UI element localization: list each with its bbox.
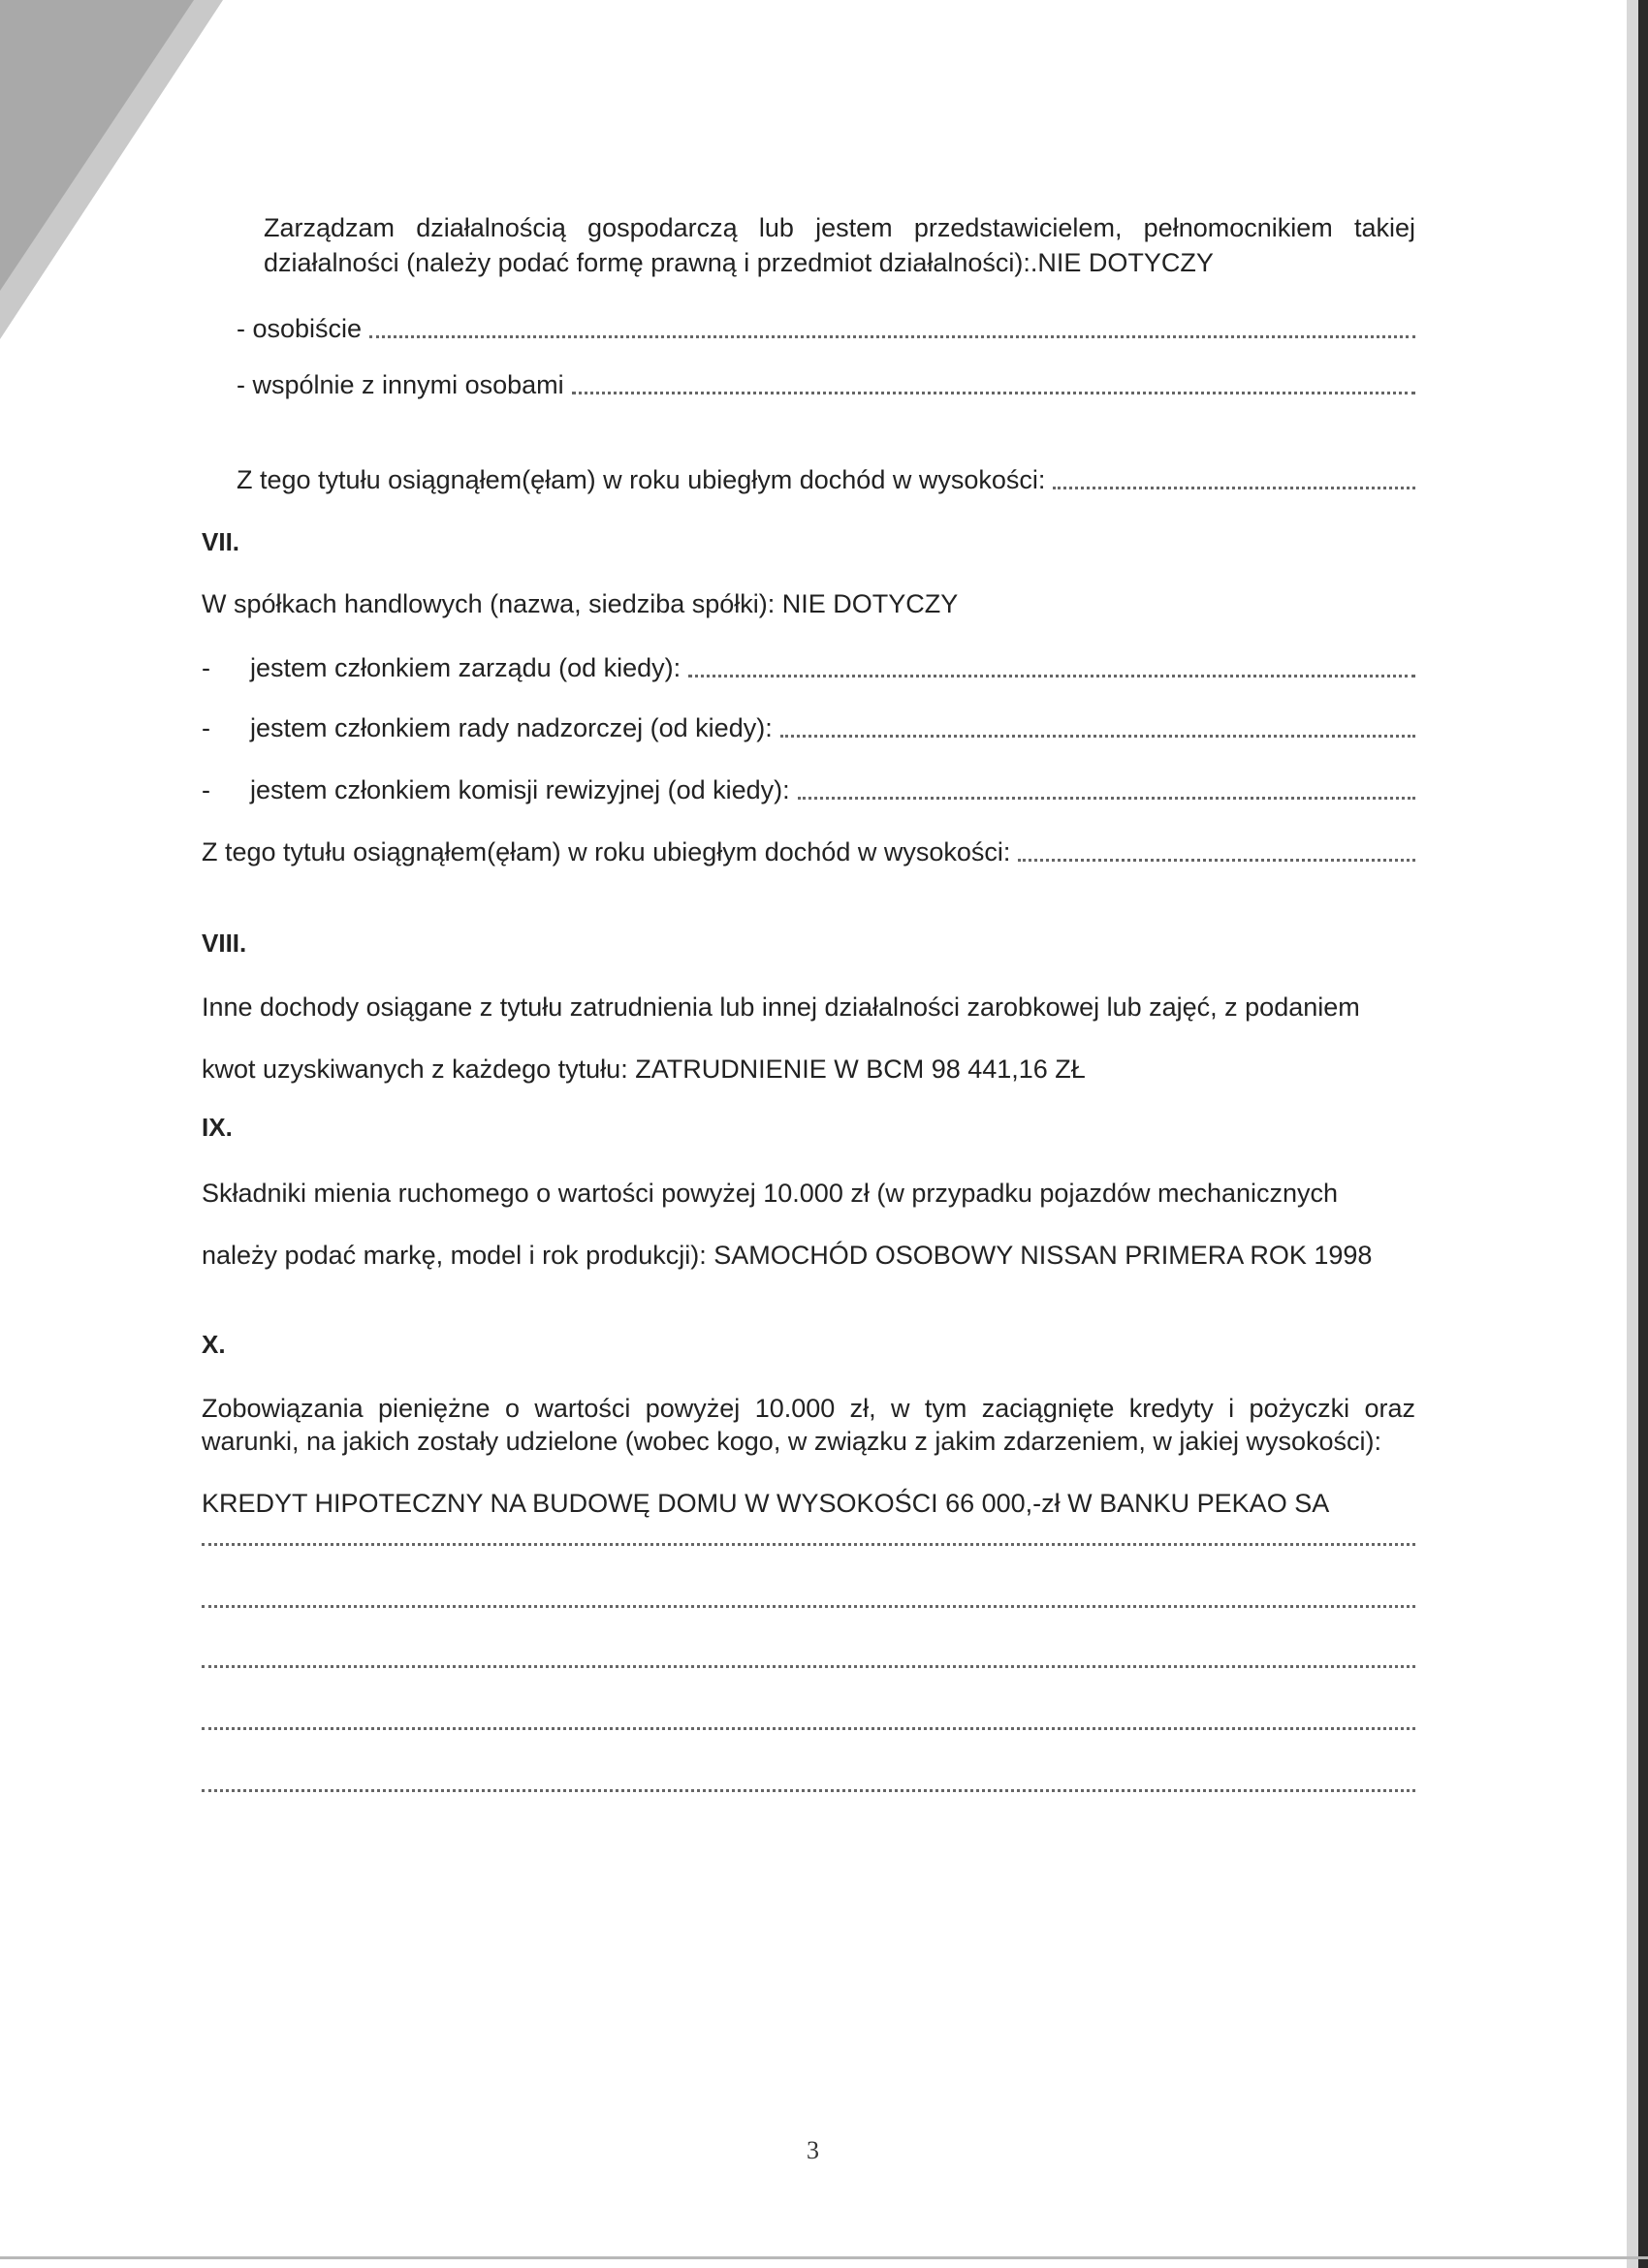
section-vii-item-dash: -: [202, 713, 210, 742]
section-ix-heading: IX.: [202, 1113, 233, 1142]
section-vi-jointly-row: [237, 368, 1415, 401]
section-vi-jointly-label: - wspólnie z innymi osobami: [237, 370, 564, 399]
section-vii-income-row: [202, 835, 1415, 868]
section-vii-item-label: jestem członkiem zarządu (od kiedy):: [250, 653, 681, 682]
section-vi-income-row: [237, 463, 1415, 496]
section-ix-line1: Składniki mienia ruchomego o wartości powyżej 10.000 zł (w przypadku pojazdów mechanicznych: [202, 1179, 1339, 1208]
section-x-fill-line: [202, 1605, 1415, 1608]
section-vi-jointly-fill-line: [572, 392, 1415, 394]
section-vi-income-fill-line: [1053, 487, 1415, 489]
section-vi-intro-line1: Zarządzam działalnością gospodarczą lub jestem przedstawicielem, pełnomocnikiem takiej: [264, 213, 1415, 242]
section-x-fill-line: [202, 1789, 1415, 1792]
scan-shadow-corner: [0, 0, 233, 349]
section-x-fill-line: [202, 1727, 1415, 1730]
section-vii-item-row: [250, 651, 1415, 684]
section-x-heading: X.: [202, 1330, 226, 1359]
section-x-fill-line: [202, 1665, 1415, 1668]
section-vi-income-label: Z tego tytułu osiągnąłem(ęłam) w roku ubiegłym dochód w wysokości:: [237, 465, 1046, 494]
scan-shadow-bottom-edge: [0, 2249, 1648, 2268]
section-x-line2: warunki, na jakich zostały udzielone (wobec kogo, w związku z jakim zdarzeniem, w jakiej wysokości):: [202, 1427, 1381, 1456]
section-vi-intro-line2: działalności (należy podać formę prawną i przedmiot działalności):.NIE DOTYCZY: [264, 248, 1214, 277]
section-vii-income-fill-line: [1018, 859, 1415, 862]
section-vii-heading: VII.: [202, 527, 240, 556]
section-viii-heading: VIII.: [202, 929, 247, 958]
section-vi-personally-label: - osobiście: [237, 314, 363, 343]
section-ix-line2: należy podać markę, model i rok produkcji): SAMOCHÓD OSOBOWY NISSAN PRIMERA ROK 1998: [202, 1241, 1373, 1270]
section-vii-item-fill-line: [688, 675, 1415, 677]
section-x-fill-line: [202, 1543, 1415, 1546]
section-vii-item-dash: -: [202, 653, 210, 682]
section-vii-intro: W spółkach handlowych (nazwa, siedziba spółki): NIE DOTYCZY: [202, 589, 959, 618]
section-vii-item-label: jestem członkiem komisji rewizyjnej (od kiedy):: [250, 775, 790, 804]
section-x-line1: Zobowiązania pieniężne o wartości powyżej 10.000 zł, w tym zaciągnięte kredyty i pożyczki oraz: [202, 1394, 1415, 1423]
page-number: 3: [807, 2136, 819, 2164]
section-viii-line2: kwot uzyskiwanych z każdego tytułu: ZATRUDNIENIE W BCM 98 441,16 ZŁ: [202, 1055, 1086, 1084]
section-vi-personally-row: [237, 312, 1415, 345]
section-vii-item-fill-line: [798, 797, 1415, 800]
section-vii-item-label: jestem członkiem rady nadzorczej (od kiedy):: [250, 713, 773, 742]
section-x-answer: KREDYT HIPOTECZNY NA BUDOWĘ DOMU W WYSOKOŚCI 66 000,-zł W BANKU PEKAO SA: [202, 1489, 1330, 1518]
section-vii-item-row: [250, 773, 1415, 806]
section-vii-item-dash: -: [202, 775, 210, 804]
section-viii-line1: Inne dochody osiągane z tytułu zatrudnienia lub innej działalności zarobkowej lub zajęć, z podaniem: [202, 992, 1360, 1022]
section-vii-income-label: Z tego tytułu osiągnąłem(ęłam) w roku ubiegłym dochód w wysokości:: [202, 837, 1011, 866]
scan-shadow-right-edge: [1609, 0, 1648, 2268]
section-vii-item-fill-line: [780, 735, 1415, 738]
section-vii-item-row: [250, 711, 1415, 744]
section-vi-personally-fill-line: [369, 335, 1415, 338]
